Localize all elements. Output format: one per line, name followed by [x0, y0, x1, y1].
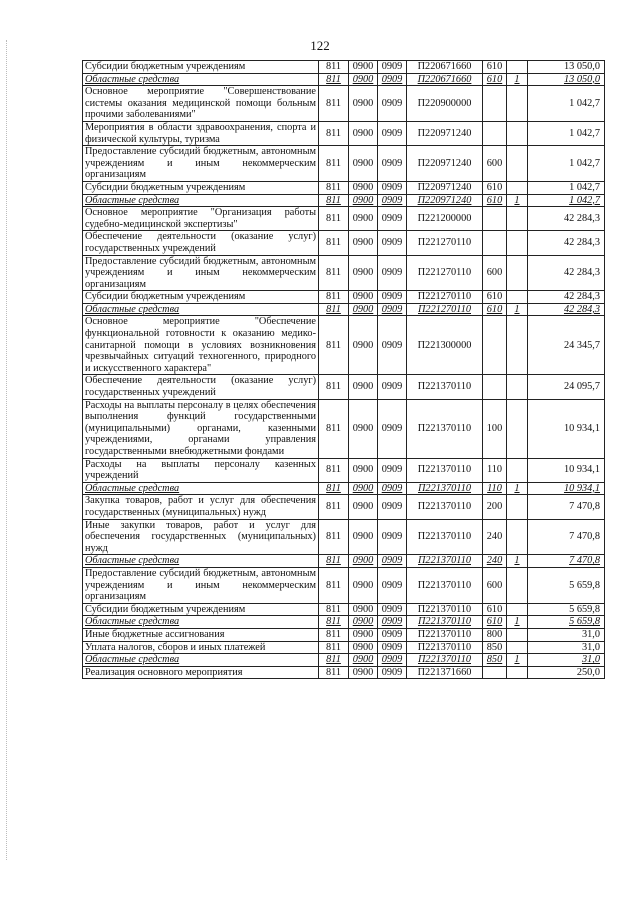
section-code-cell: 0900	[349, 495, 378, 519]
expense-type-cell: 610	[483, 194, 507, 207]
target-article-cell: П220971240	[407, 194, 483, 207]
section-code-cell: 0900	[349, 641, 378, 654]
row-name-cell: Основное мероприятие "Обеспечение функциональной готовности к оказанию медико-санитарной помощи в условиях возникновения чрезвычайных ситуаций техногенного, природного и искусственного характера"	[83, 316, 319, 375]
target-article-cell: П221270110	[407, 303, 483, 316]
funding-source-cell	[507, 458, 528, 482]
row-name-cell: Областные средства	[83, 555, 319, 568]
expense-type-cell	[483, 666, 507, 679]
expense-type-cell: 100	[483, 399, 507, 458]
target-article-cell: П221370110	[407, 495, 483, 519]
amount-cell: 31,0	[528, 628, 605, 641]
amount-cell: 13 050,0	[528, 73, 605, 86]
expense-type-cell	[483, 207, 507, 231]
target-article-cell: П221370110	[407, 555, 483, 568]
ministry-code-cell: 811	[319, 86, 349, 122]
expense-type-cell: 610	[483, 303, 507, 316]
section-code-cell: 0900	[349, 567, 378, 603]
expense-type-cell: 610	[483, 616, 507, 629]
section-code-cell: 0900	[349, 61, 378, 74]
row-name-cell: Областные средства	[83, 73, 319, 86]
amount-cell: 1 042,7	[528, 194, 605, 207]
amount-cell: 42 284,3	[528, 291, 605, 304]
row-name-cell: Предоставление субсидий бюджетным, автономным учреждениям и иным некоммерческим организациям	[83, 567, 319, 603]
subsection-code-cell: 0909	[378, 207, 407, 231]
row-name-cell: Областные средства	[83, 303, 319, 316]
subsection-code-cell: 0909	[378, 73, 407, 86]
ministry-code-cell: 811	[319, 567, 349, 603]
funding-source-cell	[507, 86, 528, 122]
expense-type-cell: 240	[483, 555, 507, 568]
funding-source-cell	[507, 316, 528, 375]
table-row	[83, 654, 605, 667]
amount-cell: 1 042,7	[528, 121, 605, 145]
funding-source-cell	[507, 121, 528, 145]
row-name-cell: Расходы на выплаты персоналу казенных учреждений	[83, 458, 319, 482]
table-row	[83, 181, 605, 194]
amount-cell: 13 050,0	[528, 61, 605, 74]
section-code-cell: 0900	[349, 654, 378, 667]
table-row	[83, 603, 605, 616]
section-code-cell: 0900	[349, 86, 378, 122]
row-name-cell: Субсидии бюджетным учреждениям	[83, 181, 319, 194]
section-code-cell: 0900	[349, 399, 378, 458]
amount-cell: 7 470,8	[528, 519, 605, 555]
ministry-code-cell: 811	[319, 495, 349, 519]
subsection-code-cell: 0909	[378, 61, 407, 74]
funding-source-cell	[507, 375, 528, 399]
expense-type-cell: 110	[483, 458, 507, 482]
expense-type-cell: 600	[483, 567, 507, 603]
funding-source-cell	[507, 495, 528, 519]
ministry-code-cell: 811	[319, 616, 349, 629]
section-code-cell: 0900	[349, 181, 378, 194]
funding-source-cell: 1	[507, 616, 528, 629]
funding-source-cell: 1	[507, 303, 528, 316]
table-row	[83, 146, 605, 182]
funding-source-cell: 1	[507, 654, 528, 667]
ministry-code-cell: 811	[319, 255, 349, 291]
section-code-cell: 0900	[349, 458, 378, 482]
target-article-cell: П221270110	[407, 291, 483, 304]
subsection-code-cell: 0909	[378, 628, 407, 641]
funding-source-cell	[507, 519, 528, 555]
expense-type-cell	[483, 231, 507, 255]
ministry-code-cell: 811	[319, 207, 349, 231]
amount-cell: 10 934,1	[528, 399, 605, 458]
funding-source-cell	[507, 207, 528, 231]
funding-source-cell	[507, 603, 528, 616]
section-code-cell: 0900	[349, 519, 378, 555]
subsection-code-cell: 0909	[378, 303, 407, 316]
subsection-code-cell: 0909	[378, 399, 407, 458]
ministry-code-cell: 811	[319, 146, 349, 182]
subsection-code-cell: 0909	[378, 519, 407, 555]
row-name-cell: Областные средства	[83, 616, 319, 629]
target-article-cell: П221200000	[407, 207, 483, 231]
expense-type-cell: 610	[483, 181, 507, 194]
ministry-code-cell: 811	[319, 666, 349, 679]
target-article-cell: П221370110	[407, 603, 483, 616]
table-row	[83, 555, 605, 568]
expense-type-cell: 600	[483, 146, 507, 182]
ministry-code-cell: 811	[319, 316, 349, 375]
table-row	[83, 482, 605, 495]
ministry-code-cell: 811	[319, 121, 349, 145]
row-name-cell: Расходы на выплаты персоналу в целях обеспечения выполнения функций государственными (муниципальными) органами, казенными учреждениями, органами управления государственными внебюджетными фондами	[83, 399, 319, 458]
row-name-cell: Областные средства	[83, 194, 319, 207]
row-name-cell: Предоставление субсидий бюджетным, автономным учреждениям и иным некоммерческим организациям	[83, 255, 319, 291]
funding-source-cell	[507, 61, 528, 74]
section-code-cell: 0900	[349, 603, 378, 616]
amount-cell: 24 095,7	[528, 375, 605, 399]
section-code-cell: 0900	[349, 616, 378, 629]
expense-type-cell: 610	[483, 61, 507, 74]
scan-margin-line	[6, 40, 8, 860]
funding-source-cell	[507, 181, 528, 194]
funding-source-cell: 1	[507, 194, 528, 207]
table-row	[83, 207, 605, 231]
section-code-cell: 0900	[349, 316, 378, 375]
amount-cell: 42 284,3	[528, 207, 605, 231]
table-row	[83, 375, 605, 399]
expense-type-cell: 850	[483, 654, 507, 667]
ministry-code-cell: 811	[319, 603, 349, 616]
row-name-cell: Уплата налогов, сборов и иных платежей	[83, 641, 319, 654]
row-name-cell: Основное мероприятие "Организация работы судебно-медицинской экспертизы"	[83, 207, 319, 231]
expense-type-cell: 800	[483, 628, 507, 641]
amount-cell: 7 470,8	[528, 495, 605, 519]
amount-cell: 24 345,7	[528, 316, 605, 375]
section-code-cell: 0900	[349, 73, 378, 86]
section-code-cell: 0900	[349, 255, 378, 291]
row-name-cell: Субсидии бюджетным учреждениям	[83, 291, 319, 304]
row-name-cell: Областные средства	[83, 654, 319, 667]
row-name-cell: Обеспечение деятельности (оказание услуг) государственных учреждений	[83, 231, 319, 255]
table-row	[83, 495, 605, 519]
row-name-cell: Реализация основного мероприятия	[83, 666, 319, 679]
subsection-code-cell: 0909	[378, 654, 407, 667]
subsection-code-cell: 0909	[378, 316, 407, 375]
table-row	[83, 666, 605, 679]
expense-type-cell: 610	[483, 73, 507, 86]
row-name-cell: Иные бюджетные ассигнования	[83, 628, 319, 641]
funding-source-cell	[507, 146, 528, 182]
table-row	[83, 255, 605, 291]
target-article-cell: П221370110	[407, 616, 483, 629]
table-row	[83, 316, 605, 375]
funding-source-cell: 1	[507, 482, 528, 495]
table-row	[83, 616, 605, 629]
ministry-code-cell: 811	[319, 194, 349, 207]
section-code-cell: 0900	[349, 291, 378, 304]
table-row	[83, 86, 605, 122]
table-row	[83, 121, 605, 145]
target-article-cell: П221371660	[407, 666, 483, 679]
funding-source-cell	[507, 231, 528, 255]
subsection-code-cell: 0909	[378, 291, 407, 304]
row-name-cell: Мероприятия в области здравоохранения, спорта и физической культуры, туризма	[83, 121, 319, 145]
funding-source-cell	[507, 628, 528, 641]
section-code-cell: 0900	[349, 146, 378, 182]
amount-cell: 31,0	[528, 654, 605, 667]
target-article-cell: П221270110	[407, 255, 483, 291]
subsection-code-cell: 0909	[378, 194, 407, 207]
amount-cell: 1 042,7	[528, 181, 605, 194]
subsection-code-cell: 0909	[378, 231, 407, 255]
row-name-cell: Предоставление субсидий бюджетным, автономным учреждениям и иным некоммерческим организациям	[83, 146, 319, 182]
table-row	[83, 399, 605, 458]
expense-type-cell: 850	[483, 641, 507, 654]
target-article-cell: П221300000	[407, 316, 483, 375]
funding-source-cell	[507, 567, 528, 603]
ministry-code-cell: 811	[319, 303, 349, 316]
table-row	[83, 231, 605, 255]
expense-type-cell: 610	[483, 603, 507, 616]
ministry-code-cell: 811	[319, 73, 349, 86]
target-article-cell: П221370110	[407, 375, 483, 399]
target-article-cell: П221370110	[407, 482, 483, 495]
expense-type-cell: 200	[483, 495, 507, 519]
subsection-code-cell: 0909	[378, 603, 407, 616]
row-name-cell: Обеспечение деятельности (оказание услуг) государственных учреждений	[83, 375, 319, 399]
subsection-code-cell: 0909	[378, 666, 407, 679]
ministry-code-cell: 811	[319, 482, 349, 495]
amount-cell: 1 042,7	[528, 146, 605, 182]
expense-type-cell	[483, 375, 507, 399]
ministry-code-cell: 811	[319, 654, 349, 667]
amount-cell: 42 284,3	[528, 231, 605, 255]
subsection-code-cell: 0909	[378, 86, 407, 122]
section-code-cell: 0900	[349, 628, 378, 641]
amount-cell: 10 934,1	[528, 482, 605, 495]
section-code-cell: 0900	[349, 555, 378, 568]
expense-type-cell	[483, 86, 507, 122]
expense-type-cell	[483, 316, 507, 375]
subsection-code-cell: 0909	[378, 181, 407, 194]
section-code-cell: 0900	[349, 375, 378, 399]
ministry-code-cell: 811	[319, 399, 349, 458]
expense-type-cell: 600	[483, 255, 507, 291]
target-article-cell: П220971240	[407, 121, 483, 145]
ministry-code-cell: 811	[319, 291, 349, 304]
row-name-cell: Областные средства	[83, 482, 319, 495]
subsection-code-cell: 0909	[378, 567, 407, 603]
target-article-cell: П220671660	[407, 61, 483, 74]
row-name-cell: Закупка товаров, работ и услуг для обеспечения государственных (муниципальных) нужд	[83, 495, 319, 519]
subsection-code-cell: 0909	[378, 641, 407, 654]
amount-cell: 5 659,8	[528, 603, 605, 616]
target-article-cell: П221370110	[407, 628, 483, 641]
subsection-code-cell: 0909	[378, 458, 407, 482]
target-article-cell: П221370110	[407, 458, 483, 482]
section-code-cell: 0900	[349, 666, 378, 679]
amount-cell: 250,0	[528, 666, 605, 679]
subsection-code-cell: 0909	[378, 482, 407, 495]
table-row	[83, 194, 605, 207]
row-name-cell: Основное мероприятие "Совершенствование системы оказания медицинской помощи больным прочими заболеваниями"	[83, 86, 319, 122]
row-name-cell: Субсидии бюджетным учреждениям	[83, 61, 319, 74]
page-number: 122	[310, 38, 330, 53]
funding-source-cell: 1	[507, 73, 528, 86]
table-row	[83, 61, 605, 74]
amount-cell: 5 659,8	[528, 616, 605, 629]
subsection-code-cell: 0909	[378, 616, 407, 629]
section-code-cell: 0900	[349, 303, 378, 316]
amount-cell: 31,0	[528, 641, 605, 654]
target-article-cell: П221370110	[407, 654, 483, 667]
target-article-cell: П221370110	[407, 519, 483, 555]
subsection-code-cell: 0909	[378, 555, 407, 568]
target-article-cell: П220971240	[407, 181, 483, 194]
funding-source-cell	[507, 255, 528, 291]
ministry-code-cell: 811	[319, 555, 349, 568]
ministry-code-cell: 811	[319, 519, 349, 555]
section-code-cell: 0900	[349, 231, 378, 255]
funding-source-cell	[507, 641, 528, 654]
expense-type-cell: 610	[483, 291, 507, 304]
table-row	[83, 291, 605, 304]
table-row	[83, 458, 605, 482]
ministry-code-cell: 811	[319, 375, 349, 399]
funding-source-cell	[507, 666, 528, 679]
funding-source-cell	[507, 399, 528, 458]
section-code-cell: 0900	[349, 194, 378, 207]
table-row	[83, 567, 605, 603]
target-article-cell: П220671660	[407, 73, 483, 86]
amount-cell: 10 934,1	[528, 458, 605, 482]
subsection-code-cell: 0909	[378, 255, 407, 291]
funding-source-cell: 1	[507, 555, 528, 568]
row-name-cell: Иные закупки товаров, работ и услуг для обеспечения государственных (муниципальных) нужд	[83, 519, 319, 555]
table-row	[83, 303, 605, 316]
budget-table	[82, 60, 605, 679]
subsection-code-cell: 0909	[378, 495, 407, 519]
target-article-cell: П221370110	[407, 641, 483, 654]
section-code-cell: 0900	[349, 207, 378, 231]
expense-type-cell: 110	[483, 482, 507, 495]
section-code-cell: 0900	[349, 482, 378, 495]
target-article-cell: П221370110	[407, 399, 483, 458]
table-row	[83, 641, 605, 654]
amount-cell: 7 470,8	[528, 555, 605, 568]
target-article-cell: П221370110	[407, 567, 483, 603]
subsection-code-cell: 0909	[378, 121, 407, 145]
amount-cell: 5 659,8	[528, 567, 605, 603]
ministry-code-cell: 811	[319, 61, 349, 74]
table-row	[83, 73, 605, 86]
funding-source-cell	[507, 291, 528, 304]
ministry-code-cell: 811	[319, 458, 349, 482]
ministry-code-cell: 811	[319, 641, 349, 654]
expense-type-cell: 240	[483, 519, 507, 555]
ministry-code-cell: 811	[319, 628, 349, 641]
target-article-cell: П221270110	[407, 231, 483, 255]
table-row	[83, 628, 605, 641]
amount-cell: 42 284,3	[528, 303, 605, 316]
row-name-cell: Субсидии бюджетным учреждениям	[83, 603, 319, 616]
ministry-code-cell: 811	[319, 181, 349, 194]
target-article-cell: П220971240	[407, 146, 483, 182]
table-row	[83, 519, 605, 555]
budget-table-body	[83, 61, 605, 679]
section-code-cell: 0900	[349, 121, 378, 145]
subsection-code-cell: 0909	[378, 375, 407, 399]
amount-cell: 1 042,7	[528, 86, 605, 122]
target-article-cell: П220900000	[407, 86, 483, 122]
amount-cell: 42 284,3	[528, 255, 605, 291]
expense-type-cell	[483, 121, 507, 145]
ministry-code-cell: 811	[319, 231, 349, 255]
subsection-code-cell: 0909	[378, 146, 407, 182]
